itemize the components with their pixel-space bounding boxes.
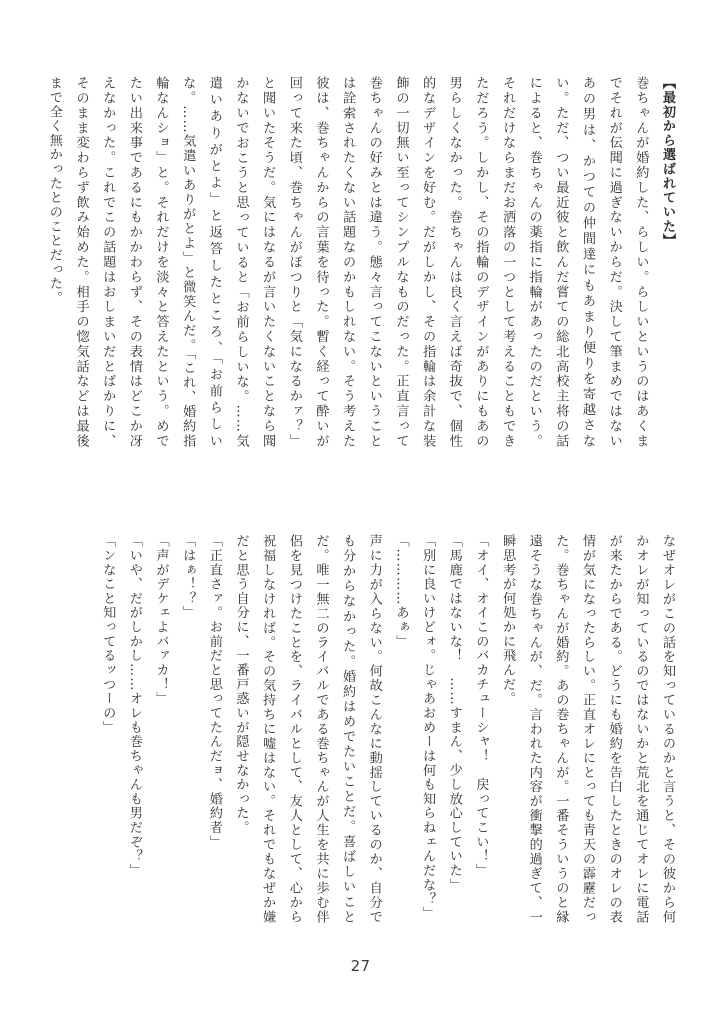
dialogue-line-3: 「別に良いけどォ。じゃあおめーは何も知らねェんだな？」 (420, 534, 436, 921)
dialogue-line-9: 「ンなこと知ってるッつーの」 (100, 534, 116, 735)
dialogue-line-2: 「馬鹿ではないな！ ……すまん、少し放心していた」 (446, 534, 462, 893)
dialogue-line-8: 「いや、だがしかし……オレも巻ちゃんも男だぞ？」 (126, 534, 142, 878)
dialogue-line-6: 「はぁ！？」 (180, 534, 196, 620)
dialogue-line-7: 「声がデケェよバァカ！」 (153, 534, 169, 706)
text-block-main (62, 534, 680, 924)
page-number: 27 (350, 957, 371, 975)
main-body-paragraph-2: 声に力が入らない。何故こんなに動揺しているのか、自分でも分からなかった。婚約はめでたいことだ。喜ばしいことだ。唯一無二のライバルである巻ちゃんが人生を共に歩む伴侶を見つけたことを、ライバルとして、友人として、心から祝福しなければ。その気持ちに嘘はない。それでもなぜか嫌だと思う自分に、一番戸惑いが隠せなかった。 (233, 534, 382, 924)
section-heading: 【最初から選ばれていた】 (660, 76, 675, 248)
dialogue-line-1: 「オイ、オイこのバカチューシャ！ 戻ってこい！」 (473, 534, 489, 878)
intro-body-paragraph: 巻ちゃんが婚約した、らしい。らしいというのはあくまでそれが伝聞に過ぎないからだ。決して筆まめではないあの男は、かつての仲間達にもあまり便りを寄越さない。ただ、つい最近彼と飲んだ嘗ての総北高校主将の話によると、巻ちゃんの薬指に指輪があったのだという。それだけならまだお洒落の一つとして考えることもできただろう。しかし、その指輪のデザインがありにもあの男らしくなかった。巻ちゃんは良く言えば奇抜で、個性的なデザインを好む。だがしかし、その指輪は余計な装飾の一切無い至ってシンプルなものだった。正直言って巻ちゃんの好みとは違う。態々言ってこないということは詮索されたくない話題なのかもしれない。そう考えた彼は、巻ちゃんからの言葉を待った。暫く経って酔いが回って来た頃、巻ちゃんがぽつりと「気になるかァ？」と聞いたそうだ。気にはなるが言いたくないことなら聞かないでおこうと思っていると「お前らしいな。……気遣いありがとよ」と返答したところ、「お前らしいな。……気遣いありがとよ」と微笑んだ。「これ、婚約指輪なんショ」と。それだけを淡々と答えたという。めでたい出来事であるにもかかわらず、その表情はどこか冴えなかった。これでこの話題はおしまいだとばかりに、そのまま変わらず飲み始めた。相手の惚気話などは最後まで全く無かったとのことだった。 (46, 76, 649, 448)
main-body-paragraph-1: なぜオレがこの話を知っているのかと言うと、その彼から何かオレが知っているのではないかと荒北を通じてオレに電話が来たからである。どうにも婚約を告白したときのオレの表情が気になったらしい。正直オレにとっても青天の霹靂だった。巻ちゃんが婚約。あの巻ちゃんが。一番そういうのと縁遠そうな巻ちゃんが、だ。言われた内容が衝撃的過ぎて、一瞬思考が何処かに飛んだ。 (500, 534, 675, 924)
text-block-intro (46, 76, 680, 448)
dialogue-line-4: 「…………あぁ」 (393, 534, 409, 649)
dialogue-line-5: 「正直さァ。お前だと思ってたんだョ、婚約者」 (206, 534, 222, 850)
